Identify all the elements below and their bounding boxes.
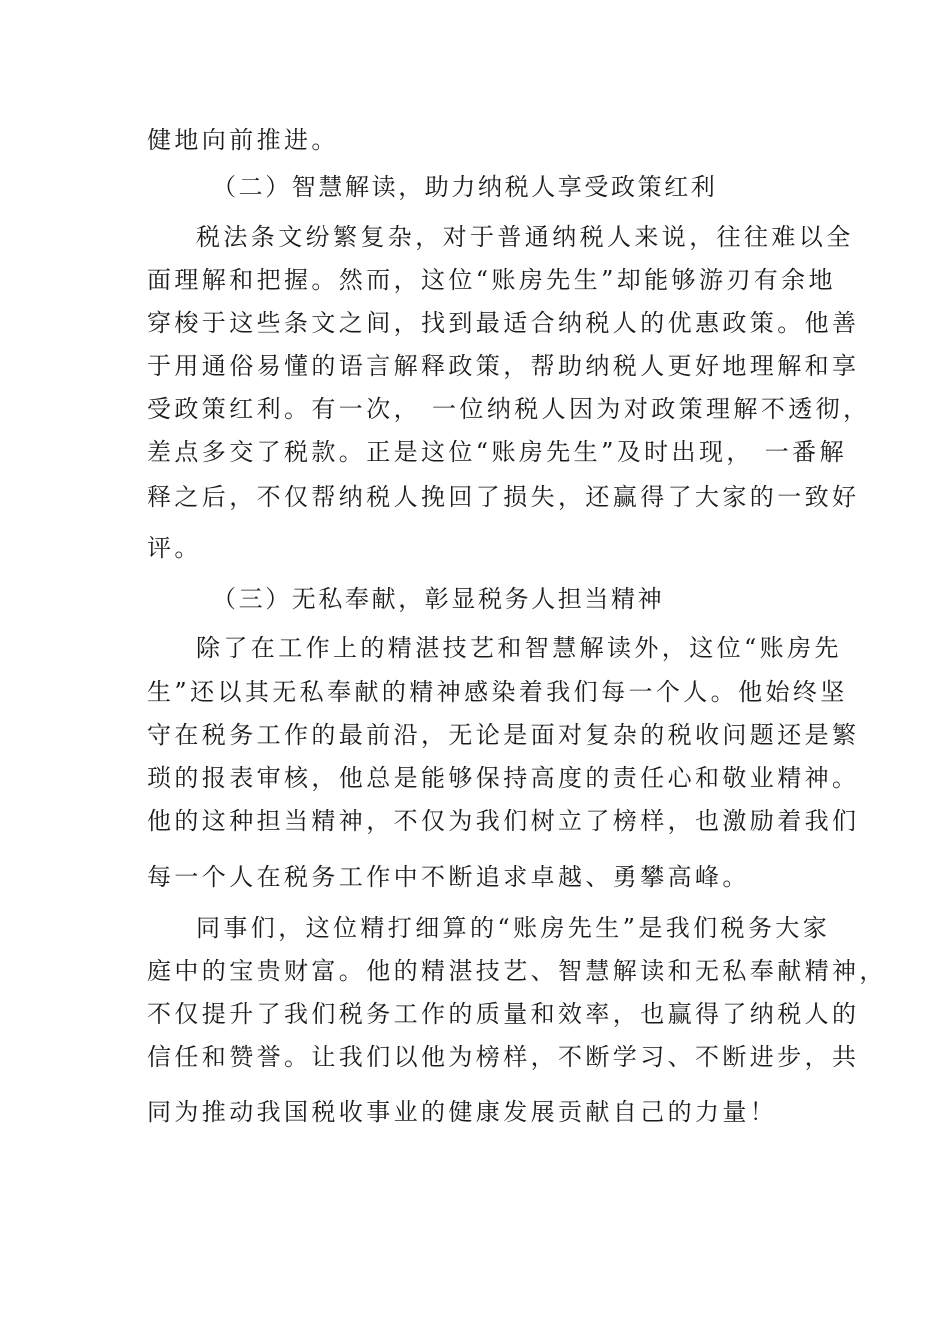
paragraph-line: 同事们，这位精打细算的“账房先生”是我们税务大家 xyxy=(196,914,831,942)
section-heading-3: （三）无私奉献，彰显税务人担当精神 xyxy=(212,585,665,613)
paragraph-line: 琐的报表审核，他总是能够保持高度的责任心和敬业精神。 xyxy=(147,764,860,792)
paragraph-line-continuation: 健地向前推进。 xyxy=(147,126,339,154)
paragraph-line: 守在税务工作的最前沿，无论是面对复杂的税收问题还是繁 xyxy=(147,721,860,749)
paragraph-line: 除了在工作上的精湛技艺和智慧解读外，这位“账房先 xyxy=(196,634,842,662)
paragraph-line: 税法条文纷繁复杂，对于普通纳税人来说，往往难以全 xyxy=(196,223,854,251)
paragraph-line: 生”还以其无私奉献的精神感染着我们每一个人。他始终坚 xyxy=(147,678,848,706)
paragraph-line: 评。 xyxy=(147,534,202,562)
paragraph-line: 于用通俗易懂的语言解释政策，帮助纳税人更好地理解和享 xyxy=(147,352,860,380)
paragraph-line: 释之后，不仅帮纳税人挽回了损失，还赢得了大家的一致好 xyxy=(147,483,860,511)
paragraph-line: 信任和赞誉。让我们以他为榜样，不断学习、不断进步，共 xyxy=(147,1043,860,1071)
paragraph-line: 他的这种担当精神，不仅为我们树立了榜样，也激励着我们 xyxy=(147,807,860,835)
paragraph-line: 面理解和把握。然而，这位“账房先生”却能够游刃有余地 xyxy=(147,266,836,294)
paragraph-line: 受政策红利。有一次， 一位纳税人因为对政策理解不透彻， xyxy=(147,395,871,423)
section-heading-2: （二）智慧解读，助力纳税人享受政策红利 xyxy=(212,173,718,201)
paragraph-line: 同为推动我国税收事业的健康发展贡献自己的力量！ xyxy=(147,1098,778,1126)
paragraph-line: 穿梭于这些条文之间，找到最适合纳税人的优惠政策。他善 xyxy=(147,309,860,337)
paragraph-line: 差点多交了税款。正是这位“账房先生”及时出现， 一番解 xyxy=(147,438,847,466)
paragraph-line: 不仅提升了我们税务工作的质量和效率，也赢得了纳税人的 xyxy=(147,1000,860,1028)
paragraph-line: 每一个人在税务工作中不断追求卓越、勇攀高峰。 xyxy=(147,863,750,891)
paragraph-line: 庭中的宝贵财富。他的精湛技艺、智慧解读和无私奉献精神， xyxy=(147,957,887,985)
